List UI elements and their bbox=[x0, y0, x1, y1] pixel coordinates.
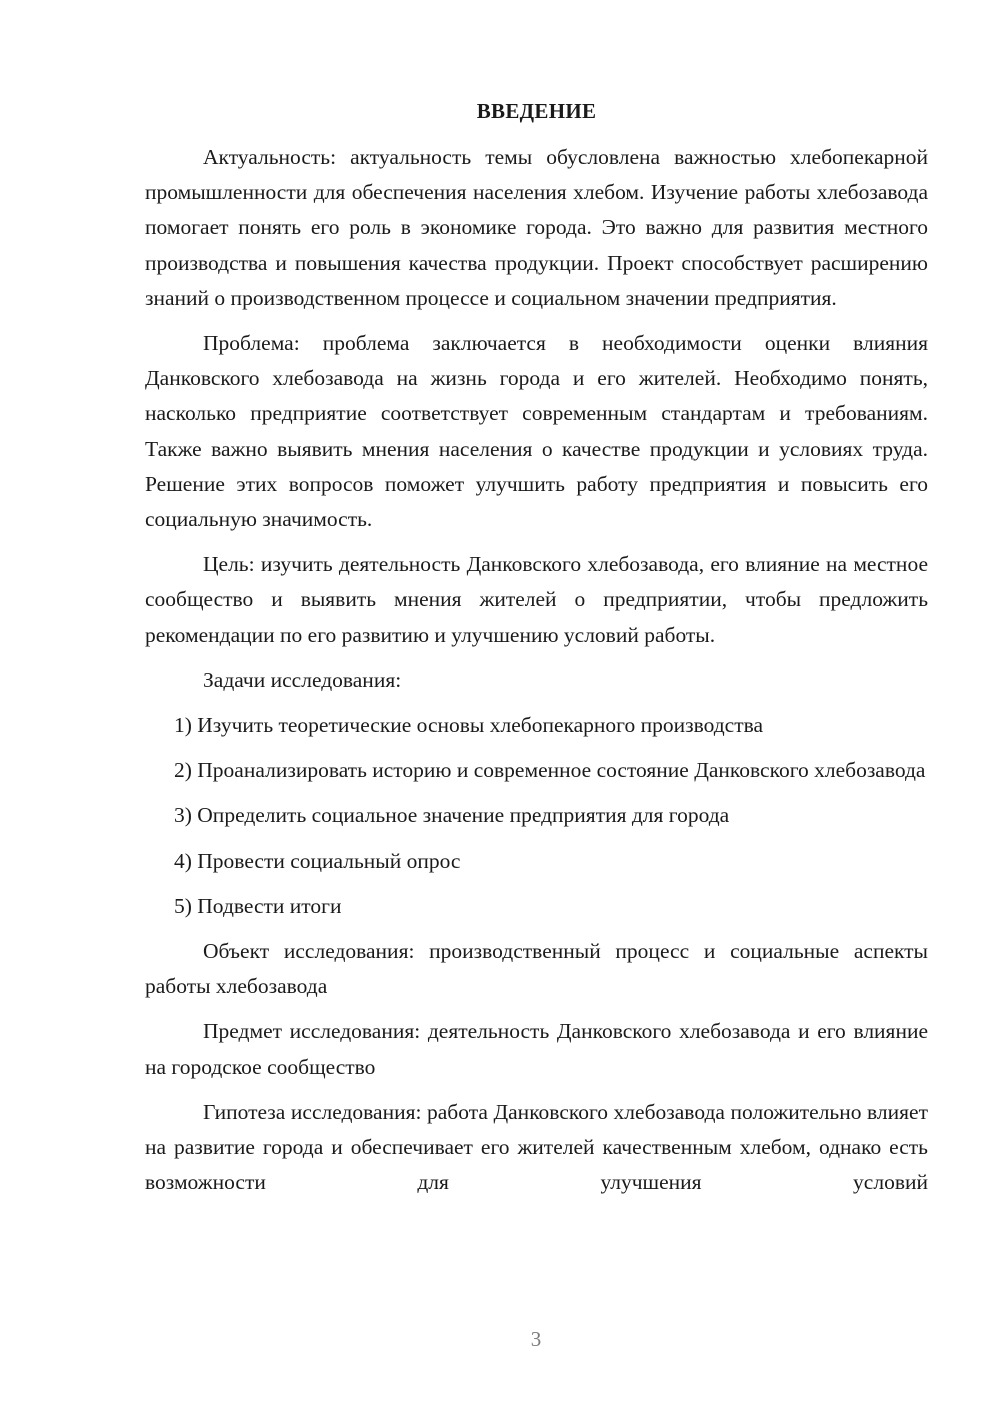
task-item-3: 3) Определить социальное значение предприятия для города bbox=[174, 803, 730, 828]
document-page bbox=[145, 94, 928, 1210]
paragraph-hypothesis: Гипотеза исследования: работа Данковского хлебозавода положительно влияет на развитие города и обеспечивает его жителей качественным хлебом, однако есть возможности для улучшения условий bbox=[145, 1099, 928, 1195]
task-item-5: 5) Подвести итоги bbox=[174, 893, 342, 918]
task-item-4: 4) Провести социальный опрос bbox=[174, 848, 461, 873]
paragraph-problem: Проблема: проблема заключается в необходимости оценки влияния Данковского хлебозавода на жизнь города и его жителей. Необходимо понять, насколько предприятие соответствует современным стандартам и требованиям. Также важно выявить мнения населения о качестве продукции и условиях труда. Решение этих вопросов поможет улучшить работу предприятия и повысить его социальную значимость. bbox=[145, 331, 928, 532]
page-number: 3 bbox=[530, 1327, 542, 1351]
paragraph-object: Объект исследования: производственный процесс и социальные аспекты работы хлебозавода bbox=[145, 939, 928, 999]
task-item-1: 1) Изучить теоретические основы хлебопекарного производства bbox=[174, 713, 764, 738]
paragraph-subject: Предмет исследования: деятельность Данковского хлебозавода и его влияние на городское сообщество bbox=[145, 1019, 928, 1079]
section-title: ВВЕДЕНИЕ bbox=[476, 99, 597, 123]
tasks-heading: Задачи исследования: bbox=[203, 667, 402, 692]
task-item-2: 2) Проанализировать историю и современное состояние Данковского хлебозавода bbox=[174, 758, 926, 783]
paragraph-goal: Цель: изучить деятельность Данковского хлебозавода, его влияние на местное сообщество и выявить мнения жителей о предприятии, чтобы предложить рекомендации по его развитию и улучшению условий работы. bbox=[145, 552, 928, 647]
paragraph-relevance: Актуальность: актуальность темы обусловлена важностью хлебопекарной промышленности для обеспечения населения хлебом. Изучение работы хлебозавода помогает понять его роль в экономике города. Это важно для развития местного производства и повышения качества продукции. Проект способствует расширению знаний о производственном процессе и социальном значении предприятия. bbox=[145, 145, 928, 310]
